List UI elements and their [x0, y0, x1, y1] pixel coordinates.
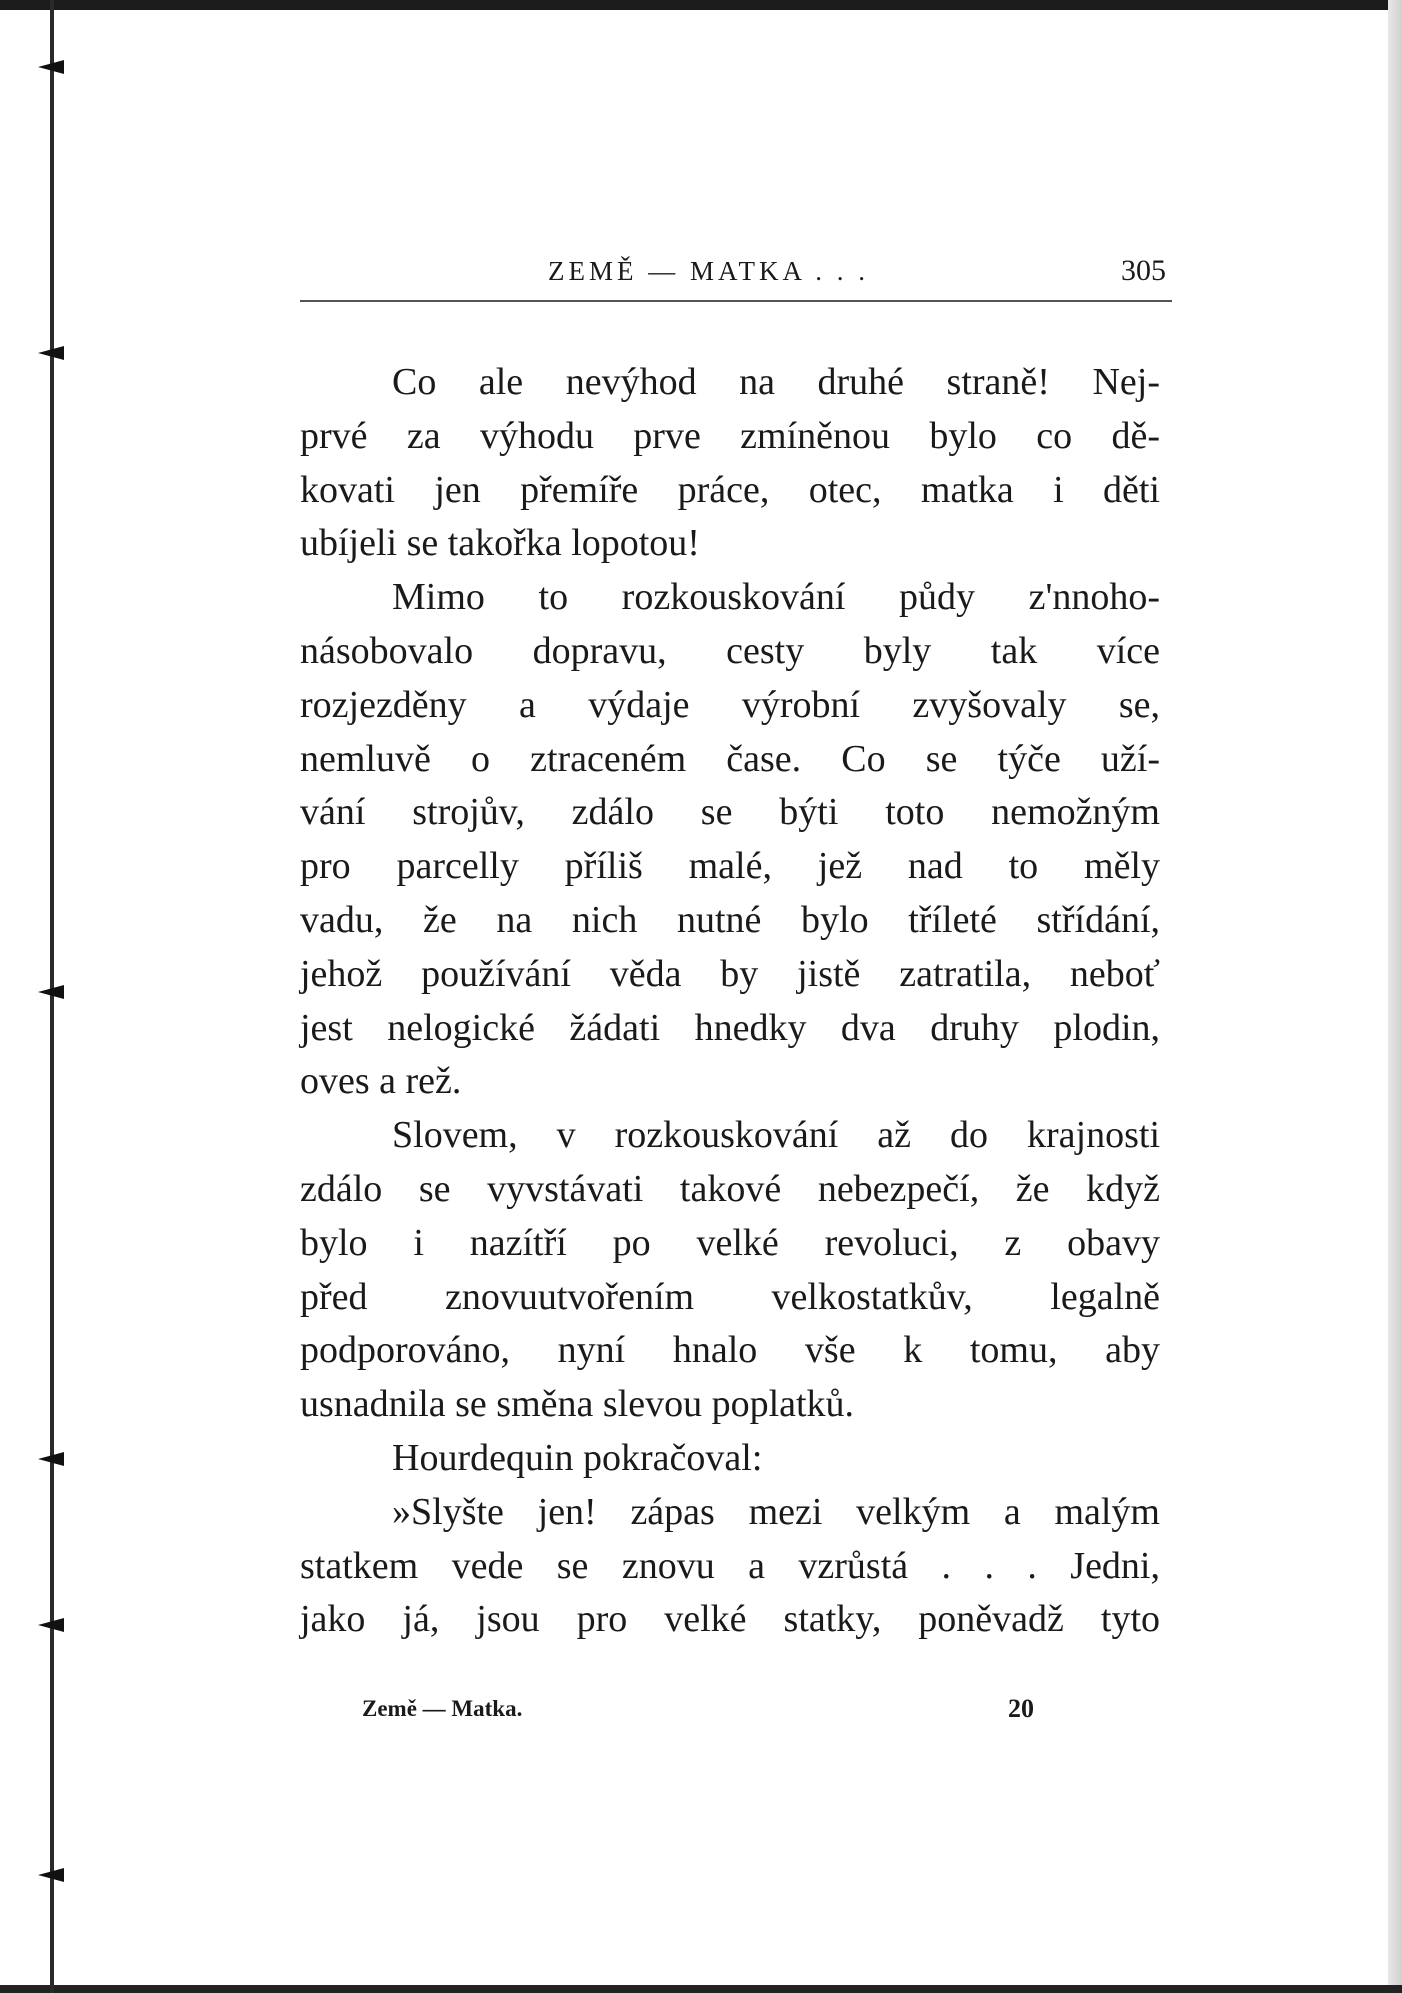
text-line: kovati jen přemíře práce, otec, matka i děti	[300, 468, 1160, 511]
text-line: násobovalo dopravu, cesty byly tak více	[300, 629, 1160, 672]
text-line: prvé za výhodu prve zmíněnou bylo co dě-	[300, 414, 1160, 457]
paragraph	[300, 1486, 1160, 1647]
text-line: statkem vede se znovu a vzrůstá . . . Jedni,	[300, 1544, 1160, 1587]
printer-signature: Země — Matka.	[362, 1696, 523, 1721]
text-line: jest nelogické žádati hnedky dva druhy plodin,	[300, 1006, 1160, 1049]
binding-spine	[38, 0, 64, 1993]
text-line: podporováno, nyní hnalo vše k tomu, aby	[300, 1329, 1160, 1372]
paragraph	[300, 1109, 1160, 1432]
page-edge-top	[0, 0, 1402, 10]
text-line: jehož používání věda by jistě zatratila, neboť	[300, 952, 1160, 995]
paragraph	[300, 356, 1160, 571]
page-footer	[300, 1692, 1060, 1728]
text-line: nemluvě o ztraceném čase. Co se týče uží-	[300, 737, 1160, 780]
text-line: Co ale nevýhod na druhé straně! Nej-	[392, 361, 1160, 403]
text-line: Slovem, v rozkouskování až do krajnosti	[392, 1114, 1160, 1157]
text-line: oves a rež.	[300, 1060, 462, 1103]
spine-line	[50, 0, 54, 1993]
text-line: bylo i nazítří po velké revoluci, z obavy	[300, 1221, 1160, 1264]
page-header	[300, 250, 1172, 302]
text-line: vadu, že na nich nutné bylo tříleté střídání,	[300, 898, 1160, 941]
text-line: zdálo se vyvstávati takové nebezpečí, že když	[300, 1167, 1160, 1210]
sheet-number: 20	[1008, 1694, 1034, 1723]
running-title: ZEMĚ — MATKA . . .	[548, 256, 869, 286]
paragraph	[300, 571, 1160, 1109]
paragraph	[300, 1432, 1160, 1486]
text-line: usnadnila se směna slevou poplatků.	[300, 1383, 855, 1426]
text-line: jako já, jsou pro velké statky, poněvadž tyto	[300, 1598, 1160, 1641]
text-line: ubíjeli se takořka lopotou!	[300, 522, 700, 565]
text-line: Mimo to rozkouskování půdy z'nnoho-	[392, 576, 1160, 619]
page-number: 305	[1121, 254, 1166, 287]
text-line: »Slyšte jen! zápas mezi velkým a malým	[392, 1490, 1160, 1533]
text-line: pro parcelly příliš malé, jež nad to měly	[300, 845, 1160, 888]
page-edge-bottom	[0, 1985, 1402, 1993]
text-line: před znovuutvořením velkostatkův, legalně	[300, 1275, 1160, 1318]
body-text	[300, 356, 1160, 1647]
text-line: vání strojův, zdálo se býti toto nemožným	[300, 791, 1160, 834]
text-line: Hourdequin pokračoval:	[392, 1436, 763, 1479]
page-edge-right	[1388, 0, 1402, 1993]
text-line: rozjezděny a výdaje výrobní zvyšovaly se,	[300, 683, 1160, 726]
